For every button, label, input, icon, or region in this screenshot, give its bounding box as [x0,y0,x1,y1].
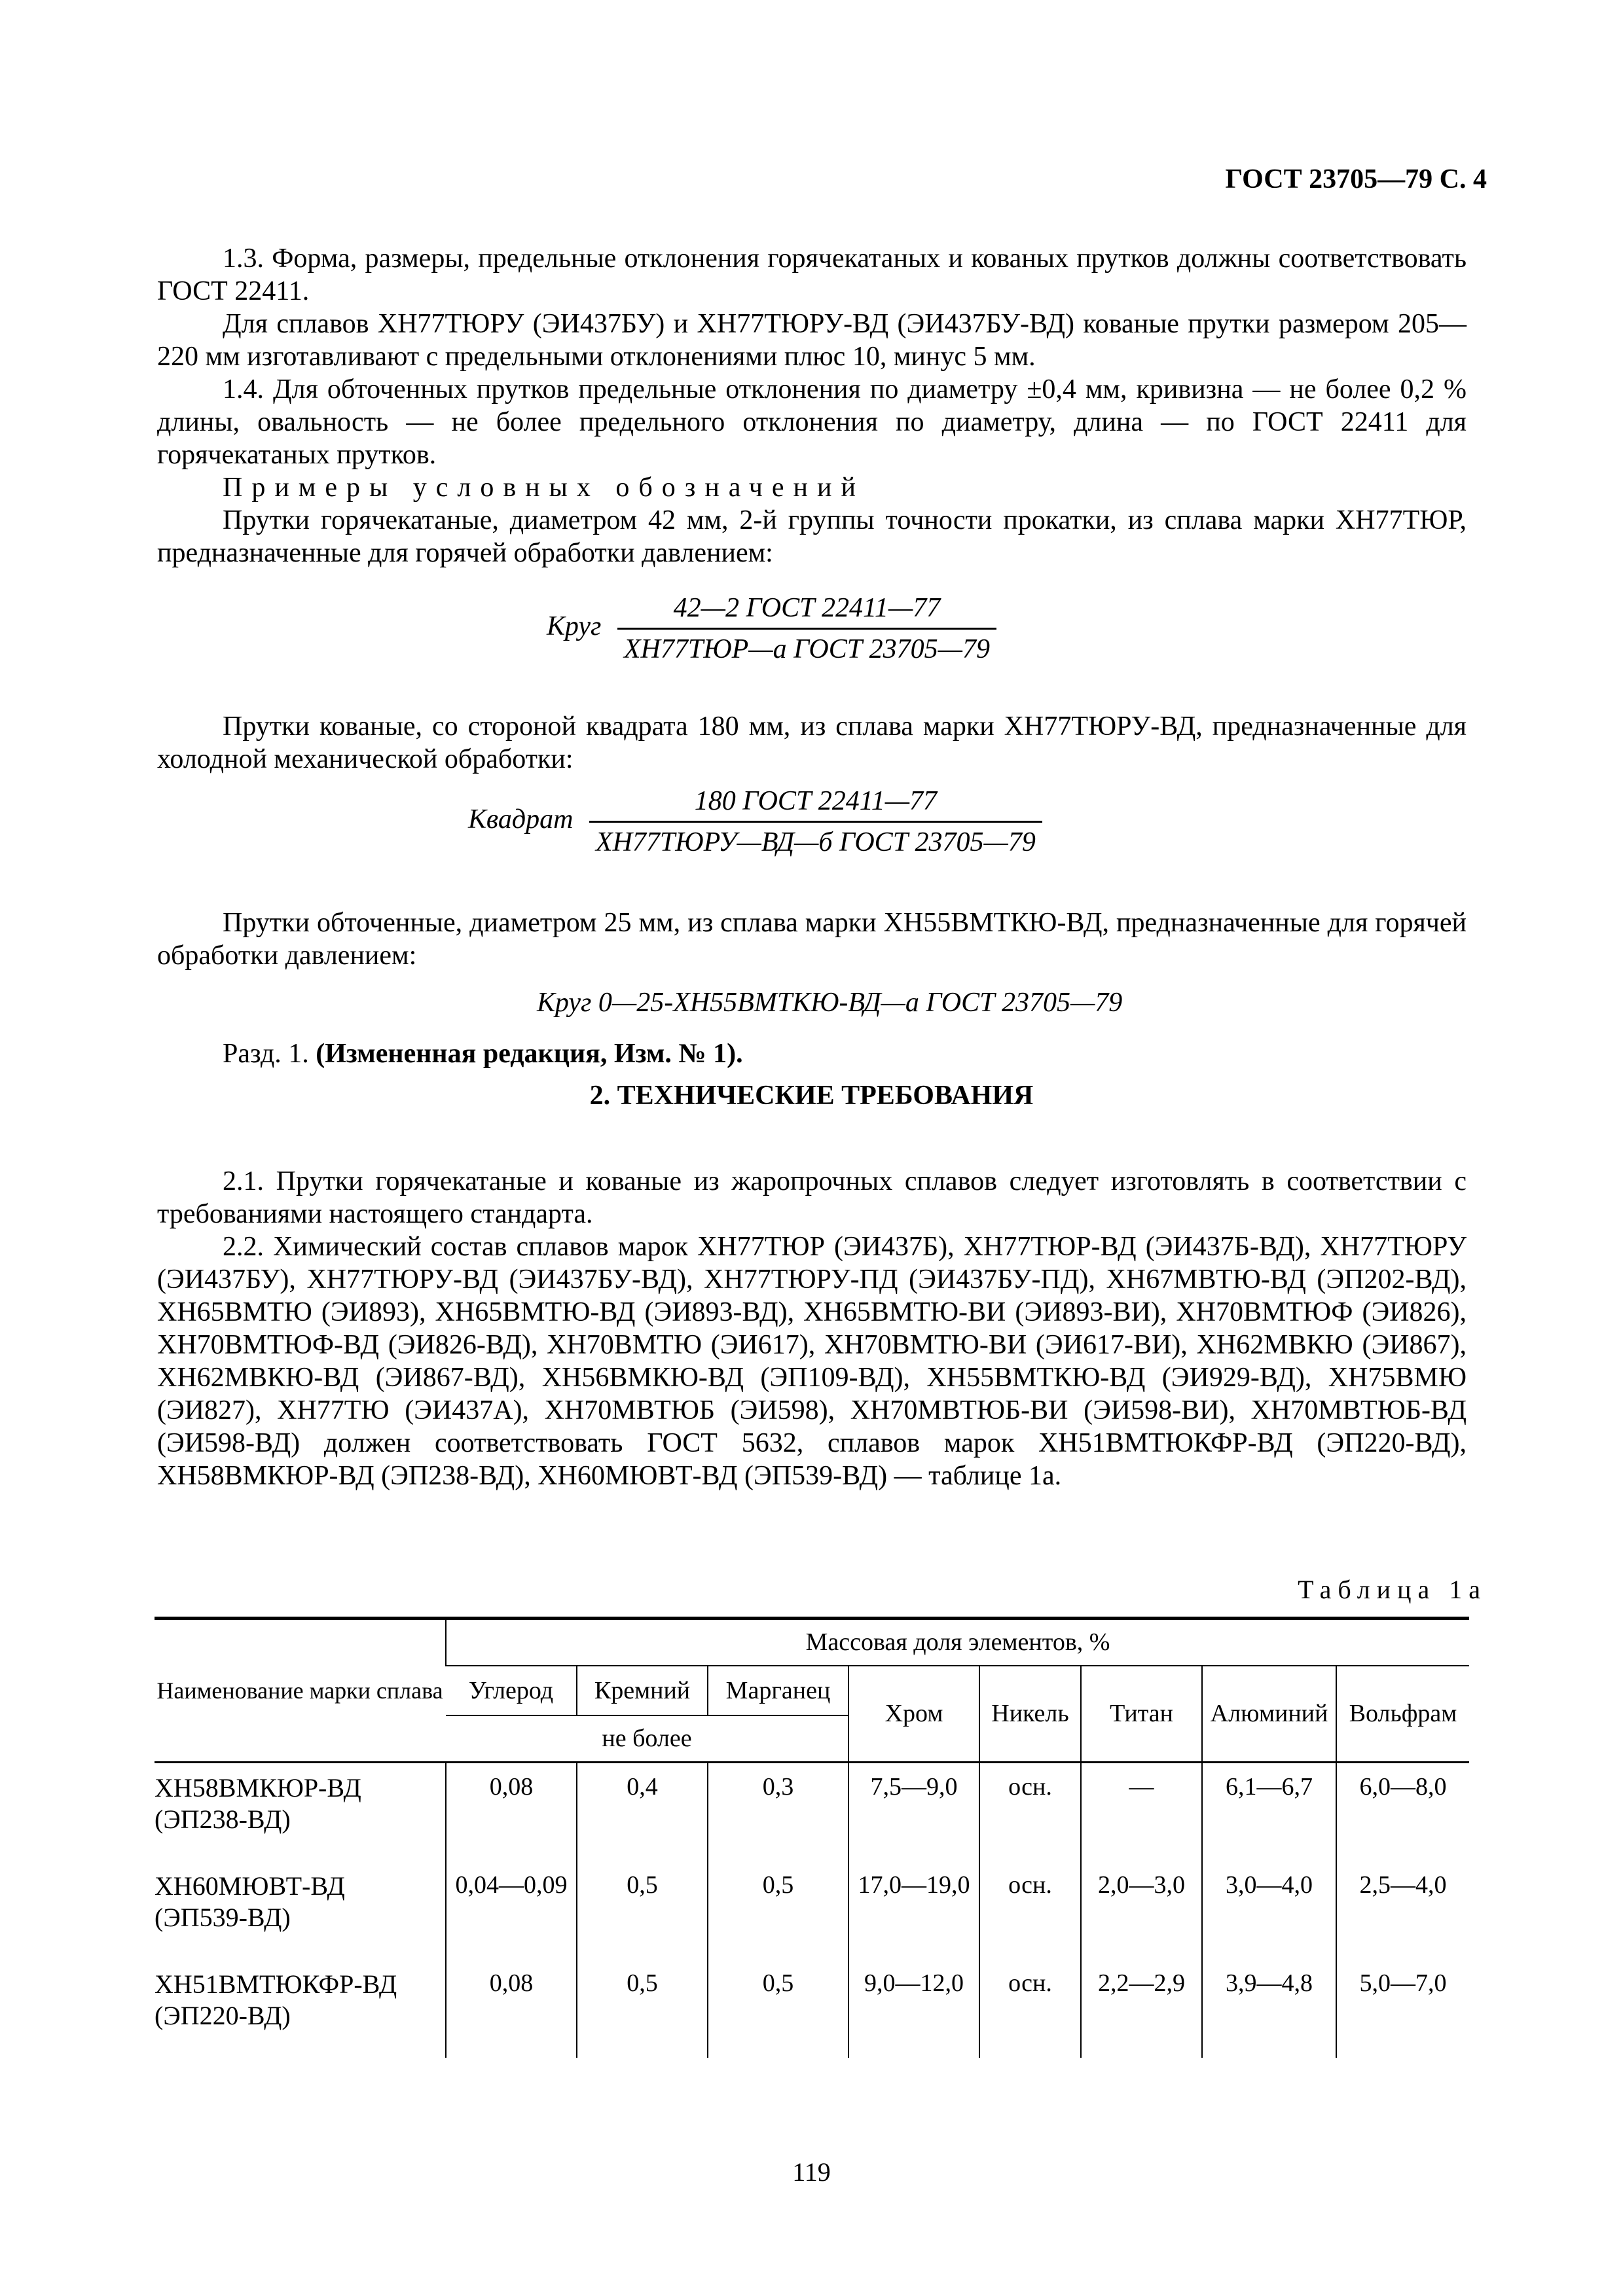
formula-1-numerator: 42—2 ГОСТ 22411—77 [617,592,996,630]
alloy-code: (ЭП238-ВД) [155,1804,291,1834]
header-titanium: Титан [1081,1666,1202,1763]
value-cell: 2,5—4,0 [1336,1861,1469,1960]
value-cell: — [1081,1763,1202,1862]
header-not-more-than: не более [446,1715,848,1763]
alloy-name-cell [155,1861,446,1960]
example-3-text [157,906,1467,972]
header-silicon: Кремний [577,1666,708,1715]
formula-2-prefix: Квадрат [468,804,574,835]
section-1-text [157,242,1467,569]
value-cell: 2,2—2,9 [1081,1960,1202,2058]
header-mass-fraction: Массовая доля элементов, % [446,1619,1469,1666]
section-note [157,1037,1467,1070]
alloy-code: (ЭП539-ВД) [155,1903,291,1932]
value-cell: осн. [979,1861,1081,1960]
page-header: ГОСТ 23705—79 С. 4 [1225,164,1487,194]
value-cell: 3,0—4,0 [1202,1861,1336,1960]
alloy-name: ХН58ВМКЮР-ВД [155,1773,361,1803]
value-cell: 0,04—0,09 [446,1861,577,1960]
value-cell: 0,5 [708,1861,848,1960]
value-cell: 5,0—7,0 [1336,1960,1469,2058]
paragraph-example-2: Прутки кованые, со стороной квадрата 180 мм, из сплава марки ХН77ТЮРУ-ВД, предназначенные для холодной механической обработки: [157,711,1467,774]
table-row [155,1960,1469,2058]
value-cell: 7,5—9,0 [848,1763,979,1862]
table-row [155,1763,1469,1862]
value-cell: 0,3 [708,1763,848,1862]
section-note-bold: (Измененная редакция, Изм. № 1). [316,1039,743,1069]
value-cell: 0,08 [446,1763,577,1862]
formula-1-denominator: ХН77ТЮР—а ГОСТ 23705—79 [623,634,990,664]
formula-2-numerator: 180 ГОСТ 22411—77 [589,785,1042,823]
paragraph-example-1: Прутки горячекатаные, диаметром 42 мм, 2-й группы точности прокатки, из сплава марки ХН77ТЮР, предназначенные для горячей обработки давлением: [157,505,1467,568]
value-cell: 3,9—4,8 [1202,1960,1336,2058]
value-cell: 0,5 [577,1960,708,2058]
formula-1-prefix: Круг [547,611,602,642]
formula-2-fraction [589,785,1042,858]
paragraph-alloys-forged: Для сплавов ХН77ТЮРУ (ЭИ437БУ) и ХН77ТЮРУ-ВД (ЭИ437БУ-ВД) кованые прутки размером 205—220 мм изготавливают с предельными отклонениями плюс 10, минус 5 мм. [157,309,1467,372]
value-cell: 0,5 [577,1861,708,1960]
alloy-name: ХН60МЮВТ-ВД [155,1871,345,1901]
paragraph-1-4: 1.4. Для обточенных прутков предельные отклонения по диаметру ±0,4 мм, кривизна — не более 0,2 % длины, овальность — не более предельного отклонения по диаметру, длина — по ГОСТ 22411 для горячекатаных прутков. [157,374,1467,470]
value-cell: осн. [979,1763,1081,1862]
page-number: 119 [792,2157,831,2187]
value-cell: 6,1—6,7 [1202,1763,1336,1862]
alloy-name: ХН51ВМТЮКФР-ВД [155,1969,397,1999]
alloy-name-cell [155,1960,446,2058]
header-tungsten: Вольфрам [1336,1666,1469,1763]
value-cell: 0,5 [708,1960,848,2058]
value-cell: осн. [979,1960,1081,2058]
section-2-title: 2. ТЕХНИЧЕСКИЕ ТРЕБОВАНИЯ [589,1081,1034,1111]
paragraph-2-2: 2.2. Химический состав сплавов марок ХН77ТЮР (ЭИ437Б), ХН77ТЮР-ВД (ЭИ437Б-ВД), ХН77ТЮРУ (ЭИ437БУ), ХН77ТЮРУ-ВД (ЭИ437БУ-ВД), ХН77ТЮРУ-ПД (ЭИ437БУ-ПД), ХН67МВТЮ-ВД (ЭП202-ВД), ХН65ВМТЮ (ЭИ893), ХН65ВМТЮ-ВД (ЭИ893-ВД), ХН65ВМТЮ-ВИ (ЭИ893-ВИ), ХН70ВМТЮФ (ЭИ826), ХН70ВМТЮФ-ВД (ЭИ826-ВД), ХН70ВМТЮ (ЭИ617), ХН70ВМТЮ-ВИ (ЭИ617-ВИ), ХН62МВКЮ (ЭИ867), ХН62МВКЮ-ВД (ЭИ867-ВД), ХН56ВМКЮ-ВД (ЭП109-ВД), ХН55ВМТКЮ-ВД (ЭИ929-ВД), ХН75ВМЮ (ЭИ827), ХН77ТЮ (ЭИ437А), ХН70МВТЮБ (ЭИ598), ХН70МВТЮБ-ВИ (ЭИ598-ВИ), ХН70МВТЮБ-ВД (ЭИ598-ВД) должен соответствовать ГОСТ 5632, сплавов марок ХН51ВМТЮКФР-ВД (ЭП220-ВД), ХН58ВМКЮР-ВД (ЭП238-ВД), ХН60МЮВТ-ВД (ЭП539-ВД) — таблице 1а. [157,1232,1467,1491]
header-nickel: Никель [979,1666,1081,1763]
section-note-line [157,1037,1467,1070]
value-cell: 2,0—3,0 [1081,1861,1202,1960]
formula-2-denominator: ХН77ТЮРУ—ВД—б ГОСТ 23705—79 [595,827,1036,857]
alloy-name-cell [155,1763,446,1862]
composition-table [155,1617,1469,2058]
header-chromium: Хром [848,1666,979,1763]
header-manganese: Марганец [708,1666,848,1715]
value-cell: 0,4 [577,1763,708,1862]
header-alloy-name: Наименование марки сплава [155,1619,446,1763]
section-note-prefix: Разд. 1. [223,1039,316,1069]
examples-heading: Примеры условных обозначений [223,473,865,503]
formula-square-bar [468,785,1042,858]
paragraph-example-3: Прутки обточенные, диаметром 25 мм, из сплава марки ХН55ВМТКЮ-ВД, предназначенные для горячей обработки давлением: [157,908,1467,971]
value-cell: 17,0—19,0 [848,1861,979,1960]
table-row [155,1861,1469,1960]
value-cell: 0,08 [446,1960,577,2058]
value-cell: 9,0—12,0 [848,1960,979,2058]
alloy-code: (ЭП220-ВД) [155,2001,291,2030]
paragraph-1-3: 1.3. Форма, размеры, предельные отклонения горячекатаных и кованых прутков должны соответствовать ГОСТ 22411. [157,243,1467,306]
header-carbon: Углерод [446,1666,577,1715]
paragraph-2-1: 2.1. Прутки горячекатаные и кованые из жаропрочных сплавов следует изготовлять в соответствии с требованиями настоящего стандарта. [157,1166,1467,1229]
value-cell: 6,0—8,0 [1336,1763,1469,1862]
example-2-text [157,710,1467,776]
formula-round-bar [547,592,996,665]
header-aluminium: Алюминий [1202,1666,1336,1763]
formula-1-fraction [617,592,996,665]
section-2-text [157,1165,1467,1492]
formula-turned-bar: Круг 0—25-ХН55ВМТКЮ-ВД—а ГОСТ 23705—79 [537,988,1123,1018]
table-caption: Таблица 1а [1298,1575,1487,1604]
